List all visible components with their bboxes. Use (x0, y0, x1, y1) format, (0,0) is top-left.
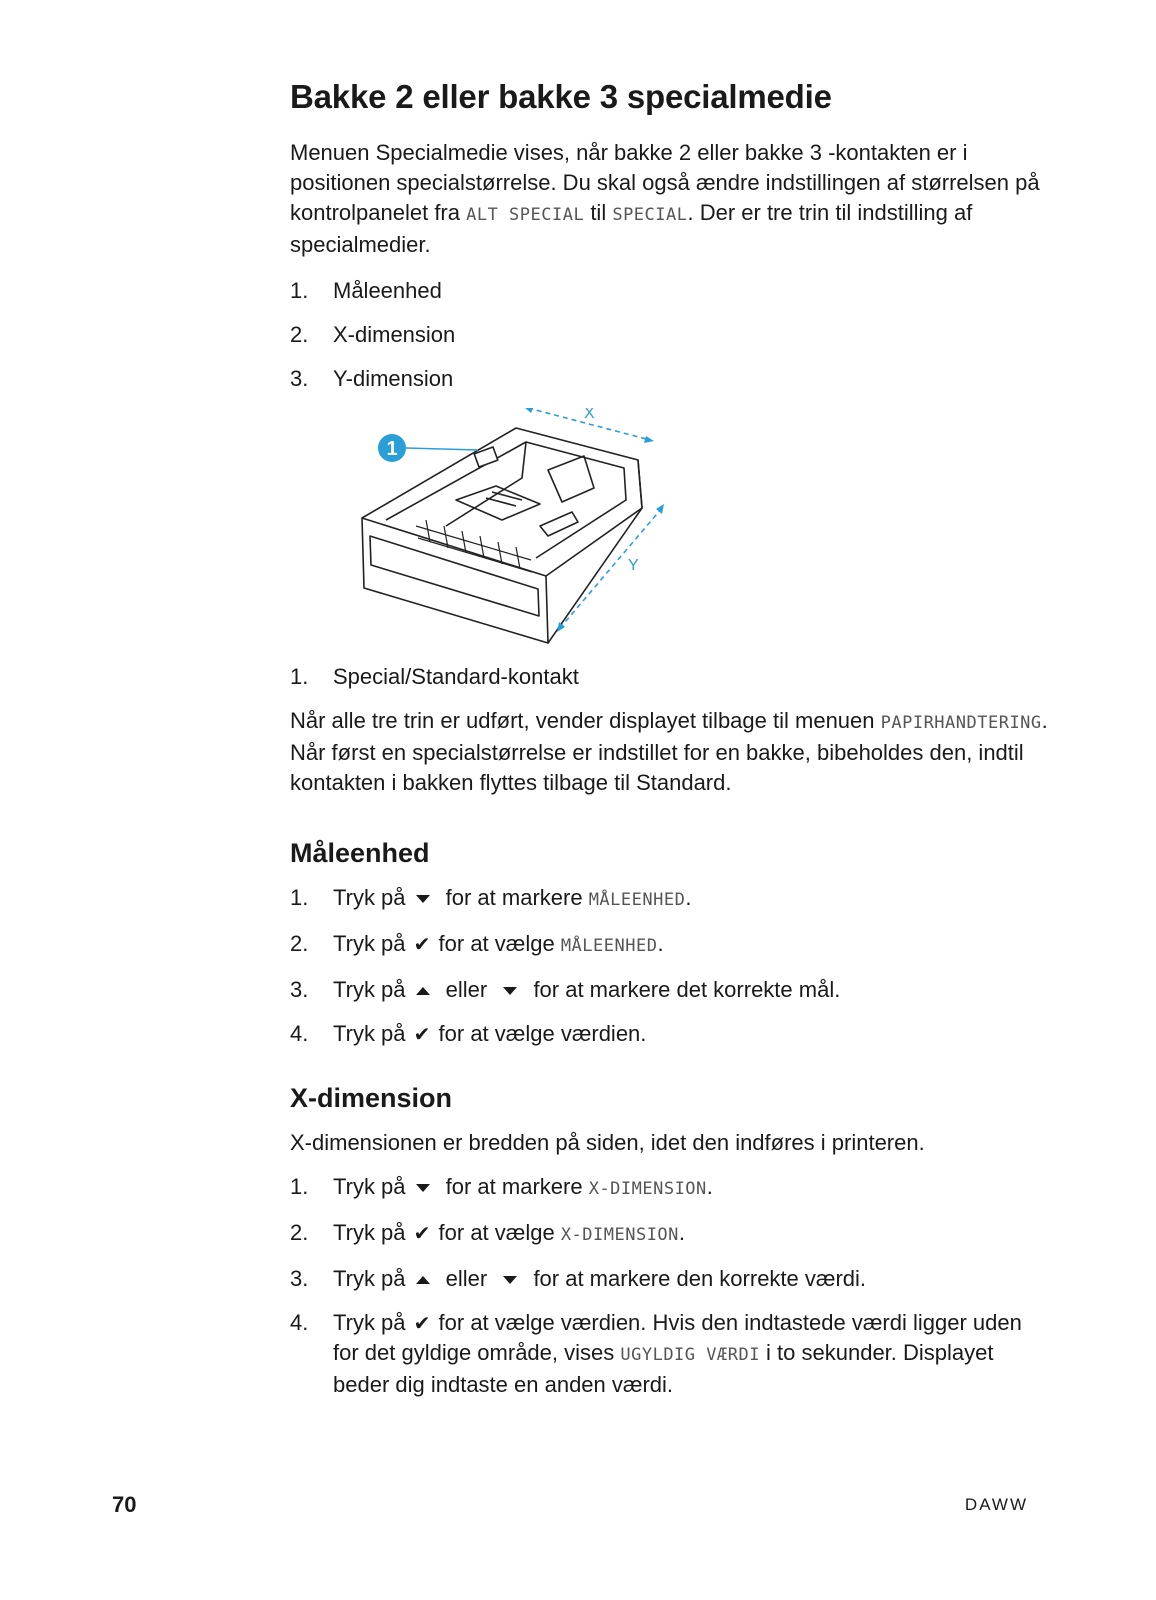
unit-steps-list (290, 883, 1050, 1049)
list-item: 1. Tryk på for at markere MÅLEENHED. (290, 885, 692, 910)
page-content (290, 78, 1050, 1414)
section-heading-x: X-dimension (290, 1083, 453, 1113)
list-item: 2. Tryk på ✔ for at vælge X-DIMENSION. (290, 1220, 686, 1245)
up-arrow-icon (416, 987, 430, 995)
list-item: 2. X-dimension (290, 322, 456, 347)
x-intro: X-dimensionen er bredden på siden, idet den indføres i printeren. (290, 1130, 925, 1155)
list-item: 3. Tryk på eller for at markere det korrekte mål. (290, 977, 841, 1002)
down-arrow-icon (416, 1184, 430, 1192)
down-arrow-icon (503, 987, 517, 995)
figure-caption-list (290, 662, 1050, 692)
up-arrow-icon (416, 1276, 430, 1284)
list-item: 3. Tryk på eller for at markere den korrekte værdi. (290, 1266, 867, 1291)
page-title: Bakke 2 eller bakke 3 specialmedie (290, 78, 832, 115)
intro-text-2: til (584, 200, 613, 225)
checkmark-icon: ✔ (413, 1022, 431, 1046)
intro-text-1: Menuen Specialmedie vises, når bakke 2 eller bakke 3 -kontakten er i positionen specialstørrelse. Du skal også ændre indstillingen af størrelsen på kontrolpanelet fra (290, 140, 1040, 225)
list-item: 1. Måleenhed (290, 278, 442, 303)
list-item: 2. Tryk på ✔ for at vælge MÅLEENHED. (290, 931, 664, 956)
list-item: 4. Tryk på ✔ for at vælge værdien. (290, 1021, 647, 1046)
x-dimension-label: X (584, 408, 595, 422)
section-heading-unit: Måleenhed (290, 838, 430, 868)
down-arrow-icon (503, 1276, 517, 1284)
lcd-alt-special: ALT SPECIAL (466, 205, 585, 225)
list-item: 4. Tryk på ✔ for at vælge værdien. Hvis den indtastede værdi ligger uden for det gyldige område, vises UGYLDIG VÆRDI i to sekunder. Displayet beder dig indtaste en anden værdi. (290, 1310, 1022, 1397)
paper-tray-icon (326, 408, 666, 648)
intro-paragraph (290, 138, 1050, 260)
lcd-special: SPECIAL (612, 205, 688, 225)
figure-caption: 1. Special/Standard-kontakt (290, 664, 579, 689)
list-item: 1. Tryk på for at markere X-DIMENSION. (290, 1174, 713, 1199)
down-arrow-icon (416, 895, 430, 903)
checkmark-icon: ✔ (413, 1221, 431, 1245)
checkmark-icon: ✔ (413, 932, 431, 956)
tray-illustration (326, 408, 666, 648)
x-steps-list (290, 1172, 1050, 1400)
y-dimension-label: Y (628, 557, 639, 574)
list-item: 3. Y-dimension (290, 366, 454, 391)
page-number: 70 (112, 1492, 137, 1517)
steps-list (290, 276, 1050, 394)
document-code: DAWW (964, 1495, 1028, 1514)
intro-text-3: . Der er tre trin til indstilling af specialmedier. (290, 200, 973, 257)
after-paragraph: Når alle tre trin er udført, vender displayet tilbage til menuen PAPIRHANDTERING. Når først en specialstørrelse er indstillet for en bakke, bibeholdes den, indtil kontakten i bakken flyttes tilbage til Standard. (290, 708, 1048, 795)
callout-number: 1 (386, 438, 398, 460)
lcd-papirhandtering: PAPIRHANDTERING (880, 713, 1042, 733)
checkmark-icon: ✔ (413, 1311, 431, 1335)
